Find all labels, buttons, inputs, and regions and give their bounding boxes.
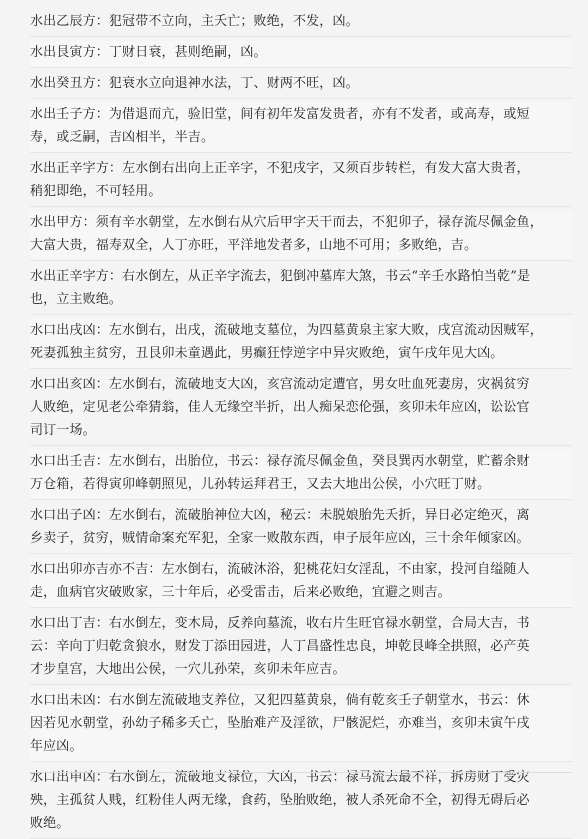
text-line: 水出壬子方：为借退而亢，验旧堂，间有初年发富发贵者，亦有不发者，或高寿，或短 <box>30 103 572 126</box>
text-paragraph <box>30 558 572 608</box>
text-line: 年应凶。 <box>30 735 572 758</box>
text-paragraph <box>30 41 572 68</box>
text-line: 死妻孤独主贫穷，丑艮卯未童遇此，男癫狂悖逆字中异灾败绝，寅午戌年见大凶。 <box>30 342 572 365</box>
text-line: 殃，主孤贫人贱，红粉佳人两无缘，食药，坠胎败绝，被人杀死命不全，初得无碍后必 <box>30 789 572 812</box>
text-line: 水口出子凶：左水倒右，流破胎神位大凶，秘云：未脱娘胎先夭折，异日必定绝灭，离 <box>30 504 572 527</box>
text-line: 水口出戌凶：左水倒右，出戌，流破地支墓位，为四墓黄泉主家大败，戌宫流动因贼军， <box>30 319 572 342</box>
text-paragraph <box>30 319 572 369</box>
page-bottom-edge <box>30 772 572 781</box>
text-line: 水出甲方：须有辛水朝堂，左水倒右从穴后甲字天干而去，不犯卯子，禄存流尽佩金鱼， <box>30 211 572 234</box>
text-line: 水口出丁吉：右水倒左，变木局，反养向墓流，收右片生旺官禄水朝堂，合局大吉，书 <box>30 612 572 635</box>
text-paragraph <box>30 103 572 153</box>
text-line: 水口出亥凶：左水倒右，流破地支大凶，亥宫流动定遭官，男女吐血死妻房，灾祸贫穷 <box>30 373 572 396</box>
text-paragraph <box>30 157 572 207</box>
text-line: 因若见水朝堂，孙幼子稀多夭亡，坠胎难产及淫欲，尸骸泥烂，亦难当，亥卯未寅午戌 <box>30 712 572 735</box>
text-line: 水出艮寅方：丁财日衰，甚则绝嗣，凶。 <box>30 41 572 64</box>
text-line: 才步皇宫，大地出公侯，一穴儿孙荣，亥卯未年应吉。 <box>30 658 572 681</box>
text-line: 稍犯即绝，不可轻用。 <box>30 180 572 203</box>
text-line: 水口出未凶：右水倒左流破地支养位，又犯四墓黄泉，倘有乾亥壬子朝堂水，书云：休 <box>30 689 572 712</box>
text-paragraph <box>30 504 572 554</box>
text-line: 水口出壬吉：左水倒右，出胎位，书云：禄存流尽佩金鱼，癸艮巽丙水朝堂，贮蓄余财 <box>30 450 572 473</box>
text-line: 水出乙辰方：犯冠带不立向，主夭亡；败绝，不发，凶。 <box>30 10 572 33</box>
text-paragraph <box>30 211 572 261</box>
text-line: 司订一场。 <box>30 419 572 442</box>
text-paragraph <box>30 373 572 446</box>
text-paragraph <box>30 689 572 762</box>
text-paragraph <box>30 72 572 99</box>
text-paragraph <box>30 612 572 685</box>
text-line: 水口出申凶：右水倒左，流破地支禄位，大凶，书云：禄马流去最不祥，拆房财丁受灾 <box>30 766 572 789</box>
text-line: 水出正辛字方：左水倒右出向上正辛字，不犯戌字，又须百步转栏，有发大富大贵者， <box>30 157 572 180</box>
text-line: 寿，或乏嗣，吉凶相半，半吉。 <box>30 126 572 149</box>
text-line: 水口出卯亦吉亦不吉：左水倒右，流破沐浴，犯桃花妇女淫乱，不由家，投河自缢随人 <box>30 558 572 581</box>
text-line: 走，血病官灾破败家，三十年后，必受雷击，后来必败绝，宜避之则吉。 <box>30 581 572 604</box>
text-paragraph <box>30 265 572 315</box>
text-line: 乡卖子，贫穷，贼情命案充军犯，全家一败散东西，申子辰年应凶，三十余年倾家凶。 <box>30 527 572 550</box>
text-line: 云：辛向丁归乾贪狼水，财发丁添田园进，人丁昌盛性忠良，坤乾艮峰全拱照，必产英 <box>30 635 572 658</box>
text-line: 人败绝，定见老公牵猜翁，佳人无缘空半折，出人痴呆恋伦强，亥卯未年应凶，讼讼官 <box>30 396 572 419</box>
text-line: 也，立主败绝。 <box>30 288 572 311</box>
text-line: 水出正辛字方：右水倒左，从正辛字流去，犯倒冲墓库大煞，书云“辛壬水路怕当乾”是 <box>30 265 572 288</box>
text-line: 败绝。 <box>30 812 572 835</box>
text-line: 万仓箱，若得寅卯峰朝照见，儿孙转运拜君王，又去大地出公侯，小穴旺丁财。 <box>30 473 572 496</box>
text-paragraph <box>30 450 572 500</box>
text-line: 大富大贵，福寿双全，人丁亦旺，平洋地发者多，山地不可用；多败绝，吉。 <box>30 234 572 257</box>
text-paragraph <box>30 10 572 37</box>
text-line: 水出癸丑方：犯衰水立向退神水法，丁、财两不旺，凶。 <box>30 72 572 95</box>
